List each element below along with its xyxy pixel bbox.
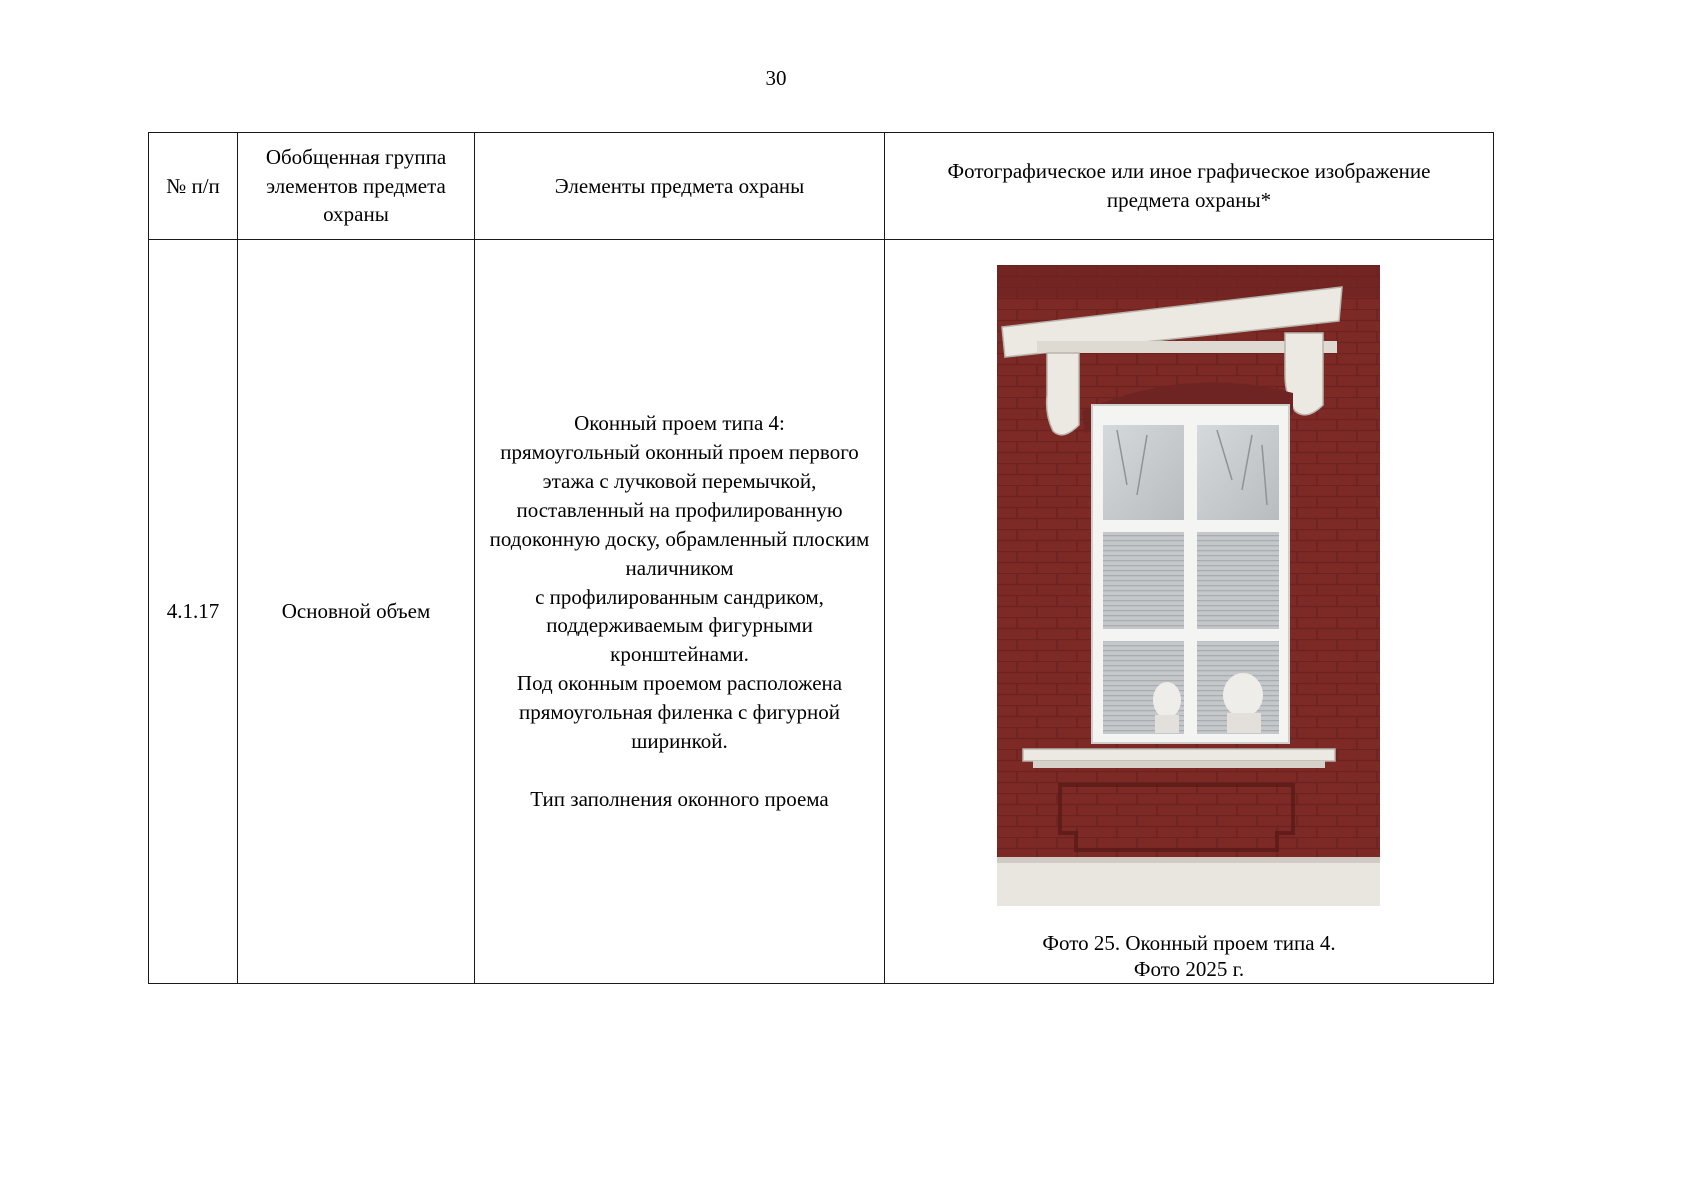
description-line: с профилированным сандриком, поддерживаемым фигурными кронштейнами. — [535, 584, 824, 667]
description-line: прямоугольный оконный проем первого этажа с лучковой перемычкой, поставленный на профилированную подоконную доску, обрамленный плоским наличником — [489, 439, 870, 580]
photo-caption — [885, 930, 1493, 983]
table-row — [149, 240, 1494, 984]
caption-line-1: Фото 25. Оконный проем типа 4. — [1042, 931, 1336, 955]
description-gap — [485, 756, 874, 785]
page-number: 30 — [765, 66, 787, 90]
description-line: Под оконным проемом расположена прямоугольная филенка с фигурной ширинкой. — [516, 671, 843, 754]
row-group: Основной объем — [238, 240, 475, 984]
description-line: Оконный проем типа 4: — [574, 410, 785, 435]
window-photo — [997, 265, 1380, 906]
header-elements: Элементы предмета охраны — [475, 133, 885, 240]
window-photo-image — [997, 265, 1380, 906]
header-image: Фотографическое или иное графическое изображение предмета охраны* — [885, 133, 1494, 240]
description-line: Тип заполнения оконного проема — [530, 787, 829, 812]
header-number: № п/п — [149, 133, 238, 240]
caption-line-2: Фото 2025 г. — [1133, 957, 1245, 982]
protection-table — [148, 132, 1494, 984]
row-number: 4.1.17 — [149, 240, 238, 984]
header-group: Обобщенная группа элементов предмета охраны — [238, 133, 475, 240]
row-description — [475, 240, 885, 984]
row-photo-cell — [885, 240, 1494, 984]
table-header-row — [149, 133, 1494, 240]
